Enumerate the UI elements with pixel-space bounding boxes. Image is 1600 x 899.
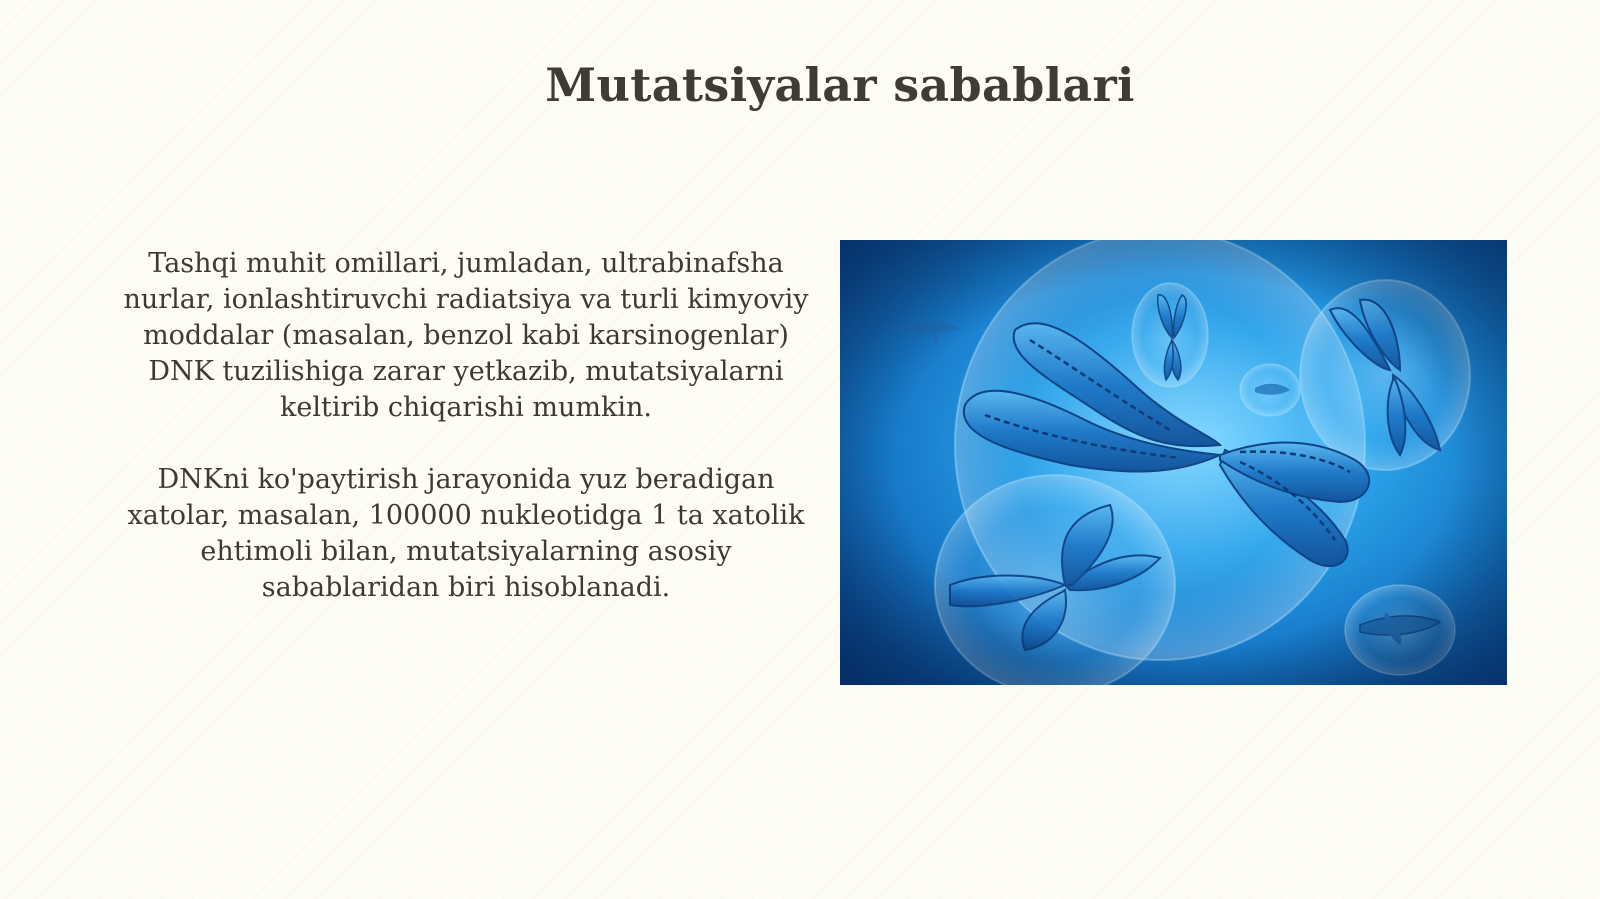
slide-title: Mutatsiyalar sabablari — [545, 58, 1135, 112]
body-text — [112, 246, 820, 642]
paragraph-replication-errors: DNKni ko'paytirish jarayonida yuz beradigan xatolar, masalan, 100000 nukleotidga 1 ta xatolik ehtimoli bilan, mutatsiyalarning asosiy sabablaridan biri hisoblanadi. — [127, 464, 805, 603]
paragraph-environmental-factors: Tashqi muhit omillari, jumladan, ultrabinafsha nurlar, ionlashtiruvchi radiatsiya va turli kimyoviy moddalar (masalan, benzol kabi karsinogenlar) DNK tuzilishiga zarar yetkazib, mutatsiyalarni keltirib chiqarishi mumkin. — [123, 248, 809, 423]
chromosome-image — [840, 240, 1507, 685]
